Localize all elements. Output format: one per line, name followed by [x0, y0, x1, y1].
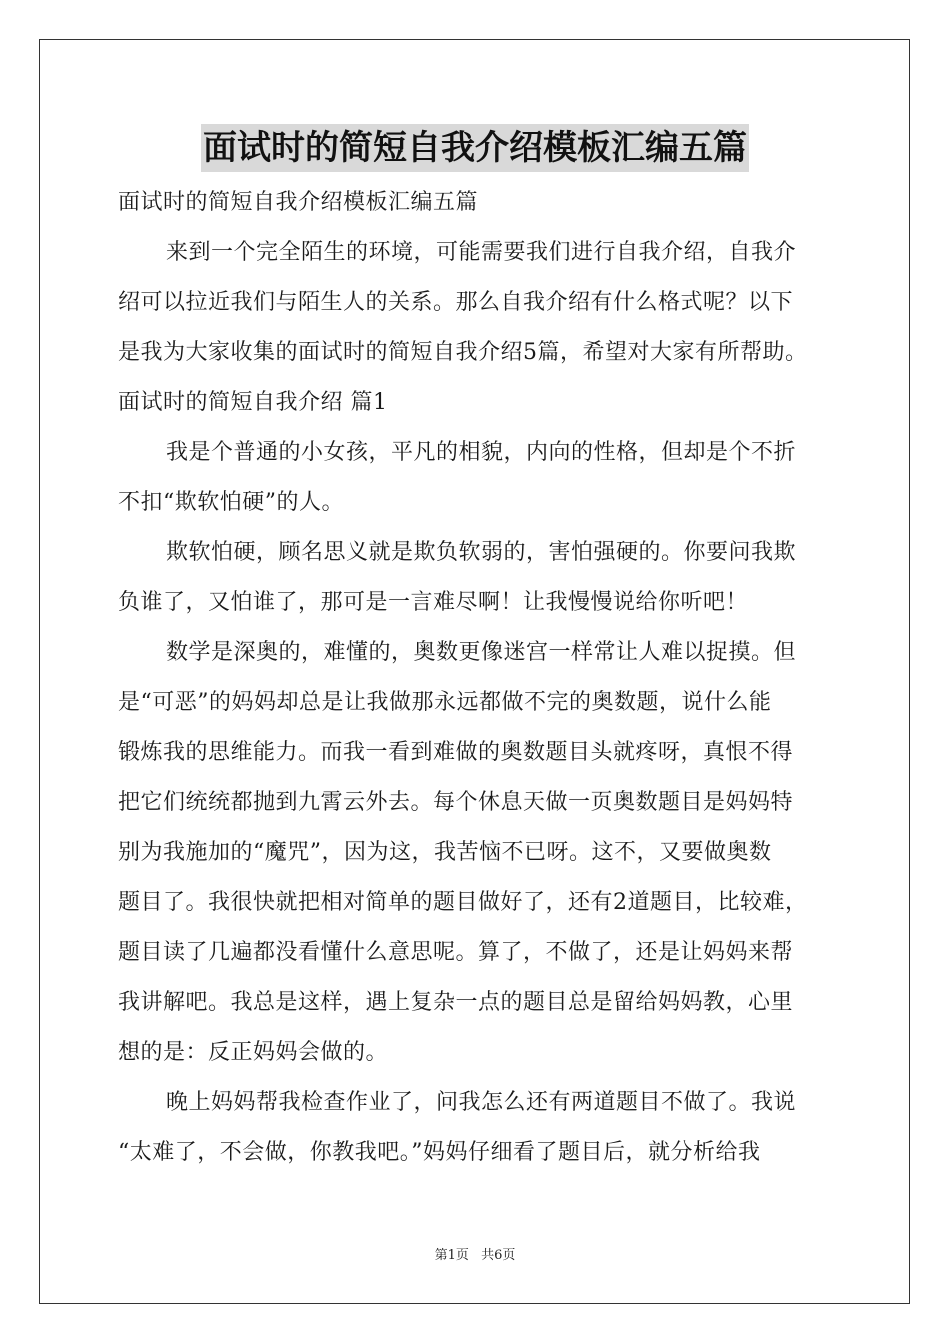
text-line: 数学是深奥的，难懂的，奥数更像迷宫一样常让人难以捉摸。但: [166, 640, 797, 665]
text-line: 是“可恶”的妈妈却总是让我做那永远都做不完的奥数题，说什么能: [118, 690, 772, 715]
text-line: 不扣“欺软怕硬”的人。: [118, 490, 344, 515]
document-title: [0, 124, 950, 172]
text-line: 是我为大家收集的面试时的简短自我介绍5篇，希望对大家有所帮助。: [118, 340, 808, 365]
page-number: 第1页: [434, 1248, 469, 1263]
text-line: 别为我施加的“魔咒”，因为这，我苦恼不已呀。这不，又要做奥数: [118, 840, 772, 865]
text-line: 面试时的简短自我介绍 篇1: [118, 390, 388, 415]
text-line: 晚上妈妈帮我检查作业了，问我怎么还有两道题目不做了。我说: [166, 1090, 797, 1115]
page-total: 共6页: [481, 1248, 516, 1263]
document-body: [118, 178, 853, 1178]
text-line: 负谁了，又怕谁了，那可是一言难尽啊！让我慢慢说给你听吧！: [118, 590, 749, 615]
text-line: 题目了。我很快就把相对简单的题目做好了，还有2道题目，比较难，: [118, 890, 808, 915]
text-line: 我讲解吧。我总是这样，遇上复杂一点的题目总是留给妈妈教，心里: [118, 990, 794, 1015]
text-line: 把它们统统都抛到九霄云外去。每个休息天做一页奥数题目是妈妈特: [118, 790, 794, 815]
text-line: 锻炼我的思维能力。而我一看到难做的奥数题目头就疼呀，真恨不得: [118, 740, 794, 765]
text-line: 我是个普通的小女孩，平凡的相貌，内向的性格，但却是个不折: [166, 440, 797, 465]
document-title-text: 面试时的简短自我介绍模板汇编五篇: [201, 124, 749, 172]
text-line: 欺软怕硬，顾名思义就是欺负软弱的，害怕强硬的。你要问我欺: [166, 540, 797, 565]
text-line: 面试时的简短自我介绍模板汇编五篇: [118, 190, 479, 215]
text-line: 题目读了几遍都没看懂什么意思呢。算了，不做了，还是让妈妈来帮: [118, 940, 794, 965]
text-line: 来到一个完全陌生的环境，可能需要我们进行自我介绍，自我介: [166, 240, 797, 265]
page-footer: [0, 1244, 950, 1263]
text-line: 绍可以拉近我们与陌生人的关系。那么自我介绍有什么格式呢？以下: [118, 290, 794, 315]
text-line: 想的是：反正妈妈会做的。: [118, 1040, 389, 1065]
text-line: “太难了，不会做，你教我吧。”妈妈仔细看了题目后，就分析给我: [118, 1140, 761, 1165]
